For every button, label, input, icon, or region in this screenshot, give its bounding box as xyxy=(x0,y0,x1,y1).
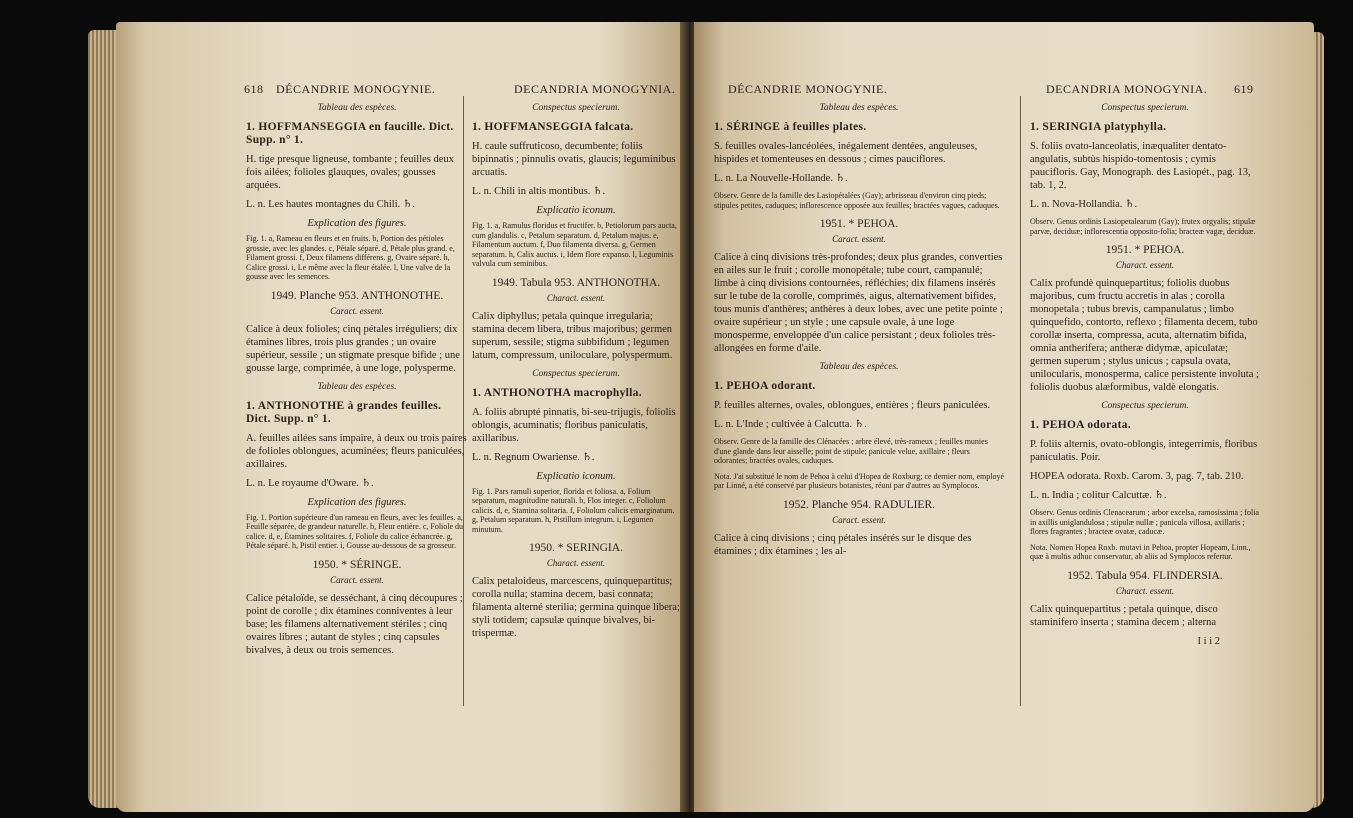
character-label: Caract. essent. xyxy=(330,574,384,585)
species-habitat: L. n. L'Inde ; cultivée à Calcutta. ♄. xyxy=(714,419,867,430)
species-description: H. tige presque ligneuse, tombante ; feuilles deux fois ailées; folioles glauques, ovales; gousses arquées. xyxy=(246,154,454,191)
subheading: Tableau des espèces. xyxy=(317,103,397,113)
species-description: P. foliis alternis, ovato-oblongis, integerrimis, floribus paniculatis. Poir. xyxy=(1030,439,1258,463)
character-label: Caract. essent. xyxy=(330,305,384,316)
genus-heading: 1951. * PEHOA. xyxy=(1105,244,1185,256)
figure-explanation: Fig. 1. Pars ramuli superior, florida et foliosa. a, Folium separatum, magnitudine naturali. b, Flos integer. c, Foliolum calicis. d, e, Stamina solitaria. f, Foliolum calicis emarginatum. g, Petalum separatum. h, Pistillum integrum. i, Legumen minutum. xyxy=(472,486,675,534)
subheading: Tableau des espèces. xyxy=(819,362,899,372)
header-la-right: DECANDRIA MONOGYNIA. xyxy=(1046,82,1208,96)
genus-description: Calix quinquepartitus ; petala quinque, disco staminifero inserta ; stamina decem ; alterna xyxy=(1030,603,1218,628)
header-la-left: DECANDRIA MONOGYNIA. xyxy=(514,82,676,96)
subheading: Conspectus specierum. xyxy=(1101,401,1189,411)
left-page xyxy=(116,22,686,812)
species-habitat: L. n. Les hautes montagnes du Chili. ♄. xyxy=(246,199,415,210)
character-label: Charact. essent. xyxy=(546,558,606,568)
nota-note: Nota. J'ai substitué le nom de Pehoa à celui d'Hopea de Roxburg; ce dernier nom, employé par Linné, a été conservé par plusieurs botanistes, réuni par d'autres au Symplocos. xyxy=(714,471,1004,490)
genus-description: Calice pétaloïde, se desséchant, à cinq découpures ; point de corolle ; dix étamines conniventes à leur base; les filamens alternativement stériles ; cinq ovaires libres ; autant de styles ; cinq capsules bivalves, à deux ou trois semences. xyxy=(246,592,463,656)
header-fr-right: DÉCANDRIE MONOGYNIE. xyxy=(728,82,888,96)
nota-note: Nota. Nomen Hopea Roxb. mutavi in Pehoa, propter Hopeam, Linn., quæ à multis adhuc conservatur, ab aliis ad Symplocos refertur. xyxy=(1030,542,1251,561)
explanation-title: Explicatio iconum. xyxy=(536,470,616,482)
observation-note: Observ. Genus ordinis Lasiopetalearum (Gay); frutex orgyalis; stipulæ parvæ, deciduæ; inflorescentia opposito-folia; bracteæ vagæ, deciduæ. xyxy=(1030,217,1256,236)
character-label: Charact. essent. xyxy=(1115,260,1175,270)
species-title: 1. ANTHONOTHE à grandes feuilles. Dict. Supp. n° 1. xyxy=(246,399,442,425)
genus-description: Calix petaloideus, marcescens, quinquepartitus; corolla nulla; stamina decem, basi connata; filamenta alterné sterilia; germina quinque libera; styli totidem; capsulæ quinque bivalves, bi-trispermæ. xyxy=(472,576,680,639)
species-title: 1. ANTHONOTHA macrophylla. xyxy=(472,386,642,399)
species-title: 1. HOFFMANSEGGIA en faucille. Dict. Supp. n° 1. xyxy=(246,121,454,146)
genus-heading: 1952. Tabula 954. FLINDERSIA. xyxy=(1067,569,1223,582)
character-label: Charact. essent. xyxy=(1115,585,1175,596)
genus-description: Calice à deux folioles; cinq pétales irréguliers; dix étamines libres, trois plus grandes ; un ovaire supérieur, sessile ; un stigmate presque bifide ; une gousse large, comprimée, à une loge, polysperme. xyxy=(246,323,460,374)
genus-description: Calix diphyllus; petala quinque irregularia; stamina decem libera, tribus majoribus; germen superum, sessile; stigma subbifidum ; legumen latum, compressum, uniloculare, polyspermum. xyxy=(472,310,673,361)
species-habitat: L. n. Le royaume d'Oware. ♄. xyxy=(246,477,374,489)
column-french-right xyxy=(714,100,1004,564)
species-description: P. feuilles alternes, ovales, oblongues, entières ; fleurs paniculées. xyxy=(714,400,991,411)
species-habitat: L. n. La Nouvelle-Hollande. ♄. xyxy=(714,173,848,184)
explanation-title: Explication des figures. xyxy=(307,218,407,229)
species-habitat: L. n. Chili in altis montibus. ♄. xyxy=(472,186,606,197)
species-synonym: HOPEA odorata. Roxb. Carom. 3, pag. 7, tab. 210. xyxy=(1030,471,1244,482)
subheading: Conspectus specierum. xyxy=(1101,103,1189,113)
species-title: 1. PEHOA odorata. xyxy=(1030,419,1131,431)
subheading: Tableau des espèces. xyxy=(819,103,899,113)
observation-note: Observ. Genre de la famille des Lasiopétalées (Gay); arbrisseau d'environ cinq pieds; stipules petites, caduques; inflorescence opposée aux feuilles; bractées vagues, caduques. xyxy=(714,191,1000,210)
column-latin-left xyxy=(472,100,680,646)
subheading: Conspectus specierum. xyxy=(532,368,620,379)
species-habitat: L. n. Nova-Hollandia. ♄. xyxy=(1030,199,1138,210)
genus-heading: 1949. Tabula 953. ANTHONOTHA. xyxy=(491,276,661,289)
genus-description: Calice à cinq divisions très-profondes; deux plus grandes, converties en ailes sur le fruit ; corolle monopétale; tube court, campanulé; limbe à cinq divisions contournées, réfléchies; dix filamens insérés sur le tube de la corolle, comprimés, aigus, alternativement bifides, tous munis d'anthères; anthères à deux lobes, avec une petite pointe ; ovaire supérieur ; un style ; une capsule ovale, à une loge monosperme, enveloppée d'un calice persistant ; deux folioles très-allongées en forme d'aile. xyxy=(714,252,1003,354)
character-label: Caract. essent. xyxy=(832,514,886,525)
species-description: A. foliis abrupté pinnatis, bi-seu-trijugis, foliolis oblongis, acuminatis; floribus paniculatis, axillaribus. xyxy=(472,406,676,444)
species-description: H. caule suffruticoso, decumbente; foliis bipinnatis ; pinnulis ovatis, glaucis; leguminibus arcuatis. xyxy=(472,141,676,178)
column-french-left xyxy=(246,100,468,663)
subheading: Conspectus specierum. xyxy=(532,103,620,113)
character-label: Caract. essent. xyxy=(832,234,886,244)
explanation-title: Explicatio iconum. xyxy=(536,205,616,216)
right-page xyxy=(694,22,1314,812)
genus-heading: 1951. * PEHOA. xyxy=(819,218,899,230)
species-description: S. foliis ovato-lanceolatis, inæqualiter dentato-angulatis, subtùs hispido-tomentosis ; cymis paucifloris. Gay, Monograph. des Lasiopét., pag. 13, tab. 1, 2. xyxy=(1030,141,1251,191)
species-habitat: L. n. India ; colitur Calcuttæ. ♄. xyxy=(1030,490,1167,501)
species-description: A. feuilles ailées sans impaire, à deux ou trois paires de folioles oblongues, acuminées; fleurs paniculées, axillaires. xyxy=(246,432,467,470)
species-title: 1. HOFFMANSEGGIA falcata. xyxy=(472,121,634,133)
subheading: Tableau des espèces. xyxy=(317,381,397,392)
genus-description: Calix profundè quinquepartitus; foliolis duobus majoribus, cum fructu accretis in alas ; corolla monopetala ; tubus brevis, campanulatus ; limbo quinquefido, contorto, reflexo ; filamenta decem, tubo corollæ inserta, compressa, acuta, alternatim bifida, omnia antherifera; antheræ didymæ, apiculatæ; germen superum ; stylus unicus ; capsula ovata, unilocularis, monosperma, calice persistente involuta ; foliolis duobus alæformibus, valdè elongatis. xyxy=(1030,278,1259,393)
species-title: 1. SERINGIA platyphylla. xyxy=(1030,121,1167,133)
signature-mark: I i i 2 xyxy=(1197,635,1220,647)
genus-heading: 1950. * SERINGIA. xyxy=(529,542,623,554)
figure-explanation: Fig. 1. a, Rameau en fleurs et en fruits. b, Portion des pétioles grossie, avec les glandes. c, Pétale séparé. d, Pétale plus grand. e, Filament grossi. f, Deux filamens différens. g, Ovaire séparé. h, Calice grossi. i, Le même avec la fleur étalée. l, Une valve de la gousse avec les semences. xyxy=(246,234,455,281)
character-label: Charact. essent. xyxy=(546,292,606,303)
species-title: 1. PEHOA odorant. xyxy=(714,380,816,392)
genus-heading: 1949. Planche 953. ANTHONOTHE. xyxy=(270,289,444,302)
species-title: 1. SÉRINGE à feuilles plates. xyxy=(714,121,867,133)
genus-description: Calice à cinq divisions ; cinq pétales insérés sur le disque des étamines ; dix étamines ; les al- xyxy=(714,532,972,557)
figure-explanation: Fig. 1. a, Ramulus floridus et fructifer. b, Petiolorum pars aucta, cum glandulis. c, Petalum separatum. d, Petalum majus. e, Filamentum auctum. f, Duo filamenta diversa. g, Germen separatum. h, Calix auctus. i, Idem flore expanso. l, Leguminis valvula cum seminibus. xyxy=(472,221,677,268)
genus-heading: 1952. Planche 954. RADULIER. xyxy=(782,498,936,511)
species-habitat: L. n. Regnum Owariense. ♄. xyxy=(472,451,595,463)
genus-heading: 1950. * SÉRINGE. xyxy=(312,558,402,571)
open-book xyxy=(88,22,1328,812)
page-number-right: 619 xyxy=(1234,82,1254,96)
explanation-title: Explication des figures. xyxy=(307,496,407,508)
header-fr-left: DÉCANDRIE MONOGYNIE. xyxy=(276,82,436,96)
column-rule xyxy=(1020,96,1021,706)
page-number-left: 618 xyxy=(244,82,264,96)
species-description: S. feuilles ovales-lancéolées, inégalement dentées, anguleuses, hispides et tomenteuses en dessous ; cimes pauciflores. xyxy=(714,141,978,165)
figure-explanation: Fig. 1. Portion supérieure d'un rameau en fleurs, avec les feuilles. a, Feuille séparée, de grandeur naturelle. b, Fleur entière. c, Foliole du calice. d, e, Étamines solitaires. f, Foliole du calice échancrée. g, Pétale séparé. h, Pistil entier. i, Gousse au-dessous de sa grosseur. xyxy=(246,512,464,550)
column-latin-right xyxy=(1030,100,1260,648)
observation-note: Observ. Genus ordinis Clenacearum ; arbor excelsa, ramosissima ; folia in axillis uniglandulosa ; stipulæ nullæ ; panicula villosa, axillaris ; flores fragrantes ; bracteæ ovatæ, caducæ. xyxy=(1030,508,1259,536)
observation-note: Observ. Genre de la famille des Clénacées ; arbre élevé, très-rameux ; feuilles munies d'une glande dans leur aisselle; point de stipule; panicule velue, axillaire ; fleurs odorantes; bractées ovales, caduques. xyxy=(714,437,988,465)
